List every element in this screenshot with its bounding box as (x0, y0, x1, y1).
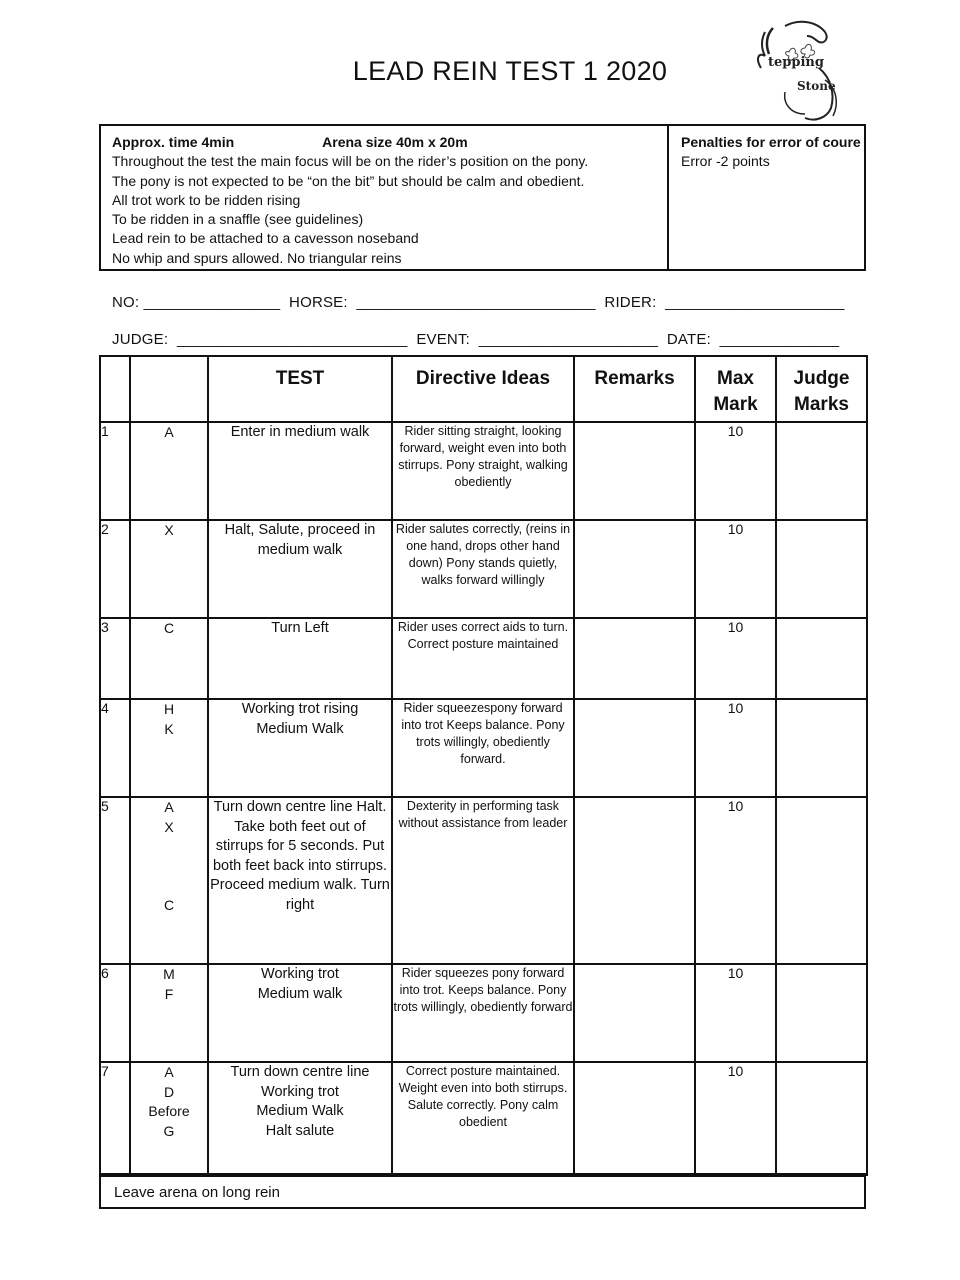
directive-ideas: Dexterity in performing task without assistance from leader (392, 797, 574, 964)
remarks-cell[interactable] (574, 520, 695, 618)
movement-number: 7 (100, 1062, 130, 1175)
movement-number: 3 (100, 618, 130, 699)
max-mark: 10 (695, 520, 776, 618)
movement-number: 5 (100, 797, 130, 964)
header-judge-marks: Judge Marks (776, 356, 867, 422)
arena-letter: A D Before G (130, 1062, 208, 1175)
movement-number: 1 (100, 422, 130, 520)
movement-number: 2 (100, 520, 130, 618)
directive-ideas: Rider salutes correctly, (reins in one hand, drops other hand down) Pony stands quietly, walks forward willingly (392, 520, 574, 618)
stepping-stone-logo (755, 18, 845, 124)
logo-text-tepping: tepping (768, 55, 824, 70)
table-row (100, 797, 867, 964)
closing-instruction: Leave arena on long rein (99, 1175, 866, 1209)
penalties-value: Error -2 points (681, 153, 770, 170)
table-row (100, 520, 867, 618)
arena-letter: A X C (130, 797, 208, 964)
instruction-line: To be ridden in a snaffle (see guidelines) (112, 211, 364, 228)
movement-number: 4 (100, 699, 130, 797)
judge-marks-cell[interactable] (776, 520, 867, 618)
remarks-cell[interactable] (574, 618, 695, 699)
table-row (100, 422, 867, 520)
directive-ideas: Rider squeezes pony forward into trot. Keeps balance. Pony trots willingly, obediently forward (392, 964, 574, 1062)
remarks-cell[interactable] (574, 422, 695, 520)
instruction-line: No whip and spurs allowed. No triangular reins (112, 249, 402, 266)
movement-number: 6 (100, 964, 130, 1062)
approx-time: Approx. time 4min (112, 134, 235, 150)
directive-ideas: Rider squeezespony forward into trot Keeps balance. Pony trots willingly, obediently forward. (392, 699, 574, 797)
max-mark: 10 (695, 1062, 776, 1175)
table-row (100, 618, 867, 699)
max-mark: 10 (695, 422, 776, 520)
test-movement: Halt, Salute, proceed in medium walk (208, 520, 392, 618)
directive-ideas: Rider uses correct aids to turn. Correct posture maintained (392, 618, 574, 699)
instruction-line: Lead rein to be attached to a cavesson noseband (112, 230, 419, 247)
test-movement: Turn down centre line Halt. Take both feet out of stirrups for 5 seconds. Put both feet back into stirrups. Proceed medium walk. Turn right (208, 797, 392, 964)
table-row (100, 699, 867, 797)
header-directive-ideas: Directive Ideas (392, 356, 574, 422)
test-info-box (99, 124, 866, 271)
test-movement: Working trot rising Medium Walk (208, 699, 392, 797)
arena-letter: C (130, 618, 208, 699)
header-max-mark: Max Mark (695, 356, 776, 422)
judge-marks-cell[interactable] (776, 797, 867, 964)
remarks-cell[interactable] (574, 797, 695, 964)
test-movement: Turn down centre line Working trot Medium Walk Halt salute (208, 1062, 392, 1175)
test-instructions (101, 126, 669, 269)
remarks-cell[interactable] (574, 699, 695, 797)
arena-letter: A (130, 422, 208, 520)
remarks-cell[interactable] (574, 964, 695, 1062)
table-row (100, 1062, 867, 1175)
logo-text-stone: Stone (797, 79, 836, 93)
directive-ideas: Correct posture maintained. Weight even into both stirrups. Salute correctly. Pony calm obedient (392, 1062, 574, 1175)
arena-letter: X (130, 520, 208, 618)
max-mark: 10 (695, 964, 776, 1062)
instruction-line: The pony is not expected to be “on the bit” but should be calm and obedient. (112, 172, 585, 189)
test-movement: Enter in medium walk (208, 422, 392, 520)
test-movements-table (99, 355, 868, 1176)
entry-fields-row-1[interactable]: NO: ________________ HORSE: ____________________________ RIDER: _____________________ (112, 294, 845, 311)
penalties-panel (669, 126, 864, 269)
penalties-title: Penalties for error of coure (681, 134, 861, 150)
max-mark: 10 (695, 699, 776, 797)
judge-marks-cell[interactable] (776, 422, 867, 520)
judge-marks-cell[interactable] (776, 618, 867, 699)
max-mark: 10 (695, 797, 776, 964)
header-movement (130, 356, 208, 422)
judge-marks-cell[interactable] (776, 699, 867, 797)
judge-marks-cell[interactable] (776, 964, 867, 1062)
header-test: TEST (208, 356, 392, 422)
test-movement: Working trot Medium walk (208, 964, 392, 1062)
arena-letter: M F (130, 964, 208, 1062)
test-movement: Turn Left (208, 618, 392, 699)
table-row (100, 964, 867, 1062)
header-remarks: Remarks (574, 356, 695, 422)
instruction-line: Throughout the test the main focus will be on the rider’s position on the pony. (112, 153, 589, 170)
header-number (100, 356, 130, 422)
arena-size: Arena size 40m x 20m (322, 134, 468, 150)
entry-fields-row-2[interactable]: JUDGE: ___________________________ EVENT: _____________________ DATE: ______________ (112, 331, 840, 348)
arena-letter: H K (130, 699, 208, 797)
instruction-line: All trot work to be ridden rising (112, 191, 301, 208)
directive-ideas: Rider sitting straight, looking forward, weight even into both stirrups. Pony straight, walking obediently (392, 422, 574, 520)
page-title: LEAD REIN TEST 1 2020 (352, 56, 668, 86)
judge-marks-cell[interactable] (776, 1062, 867, 1175)
remarks-cell[interactable] (574, 1062, 695, 1175)
max-mark: 10 (695, 618, 776, 699)
